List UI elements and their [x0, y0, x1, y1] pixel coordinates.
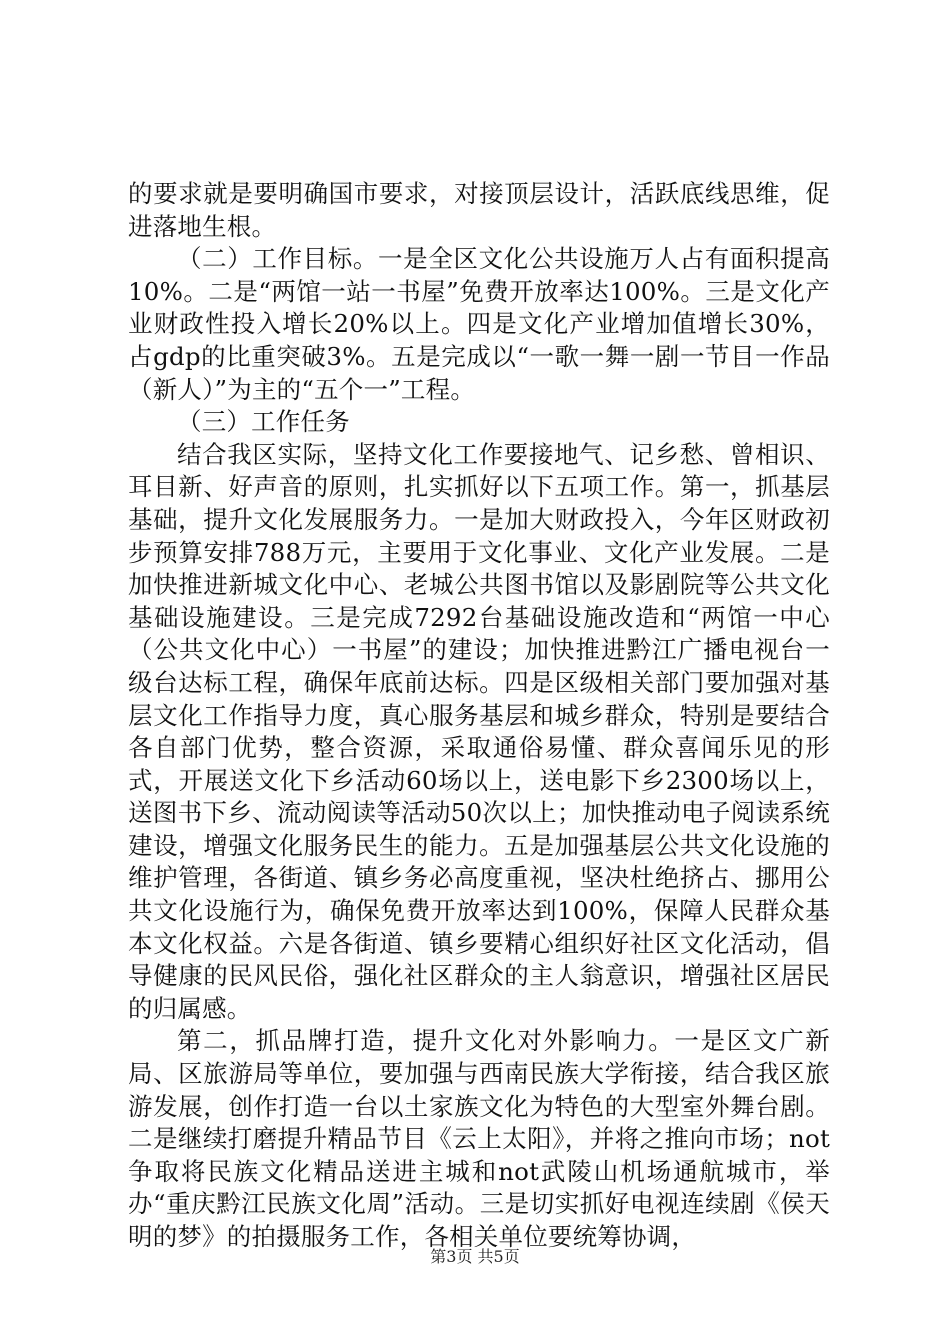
paragraph-work-goals: （二）工作目标。一是全区文化公共设施万人占有面积提高10%。二是“两馆一站一书屋”免费开放率达100%。三是文化产业财政性投入增长20%以上。四是文化产业增加值增长30%，占gdp的比重突破3%。五是完成以“一歌一舞一剧一节目一作品（新人）”为主的“五个一”工程。 [128, 244, 830, 404]
document-body [128, 178, 830, 1254]
paragraph-grassroots: 结合我区实际，坚持文化工作要接地气、记乡愁、曾相识、耳目新、好声音的原则，扎实抓好以下五项工作。第一，抓基层基础，提升文化发展服务力。一是加大财政投入，今年区财政初步预算安排788万元，主要用于文化事业、文化产业发展。二是加快推进新城文化中心、老城公共图书馆以及影剧院等公共文化基础设施建设。三是完成7292台基础设施改造和“两馆一中心（公共文化中心）一书屋”的建设；加快推进黔江广播电视台一级台达标工程，确保年底前达标。四是区级相关部门要加强对基层文化工作指导力度，真心服务基层和城乡群众，特别是要结合各自部门优势，整合资源，采取通俗易懂、群众喜闻乐见的形式，开展送文化下乡活动60场以上，送电影下乡2300场以上，送图书下乡、流动阅读等活动50次以上；加快推动电子阅读系统建设，增强文化服务民生的能力。五是加强基层公共文化设施的维护管理，各街道、镇乡务必高度重视，坚决杜绝挤占、挪用公共文化设施行为，确保免费开放率达到100%，保障人民群众基本文化权益。六是各街道、镇乡要精心组织好社区文化活动，倡导健康的民风民俗，强化社区群众的主人翁意识，增强社区居民的归属感。 [128, 439, 830, 1023]
page-number: 第3页 共5页 [430, 1247, 520, 1266]
paragraph-1: 的要求就是要明确国市要求，对接顶层设计，活跃底线思维，促进落地生根。 [128, 179, 830, 241]
paragraph-work-tasks-heading: （三）工作任务 [177, 407, 350, 437]
paragraph-brand-building: 第二，抓品牌打造，提升文化对外影响力。一是区文广新局、区旅游局等单位，要加强与西南民族大学衔接，结合我区旅游发展，创作打造一台以土家族文化为特色的大型室外舞台剧。二是继续打磨提升精品节目《云上太阳》，并将之推向市场；not争取将民族文化精品送进主城和not武陵山机场通航城市，举办“重庆黔江民族文化周”活动。三是切实抓好电视连续剧《侯天明的梦》的拍摄服务工作，各相关单位要统筹协调， [128, 1026, 830, 1251]
